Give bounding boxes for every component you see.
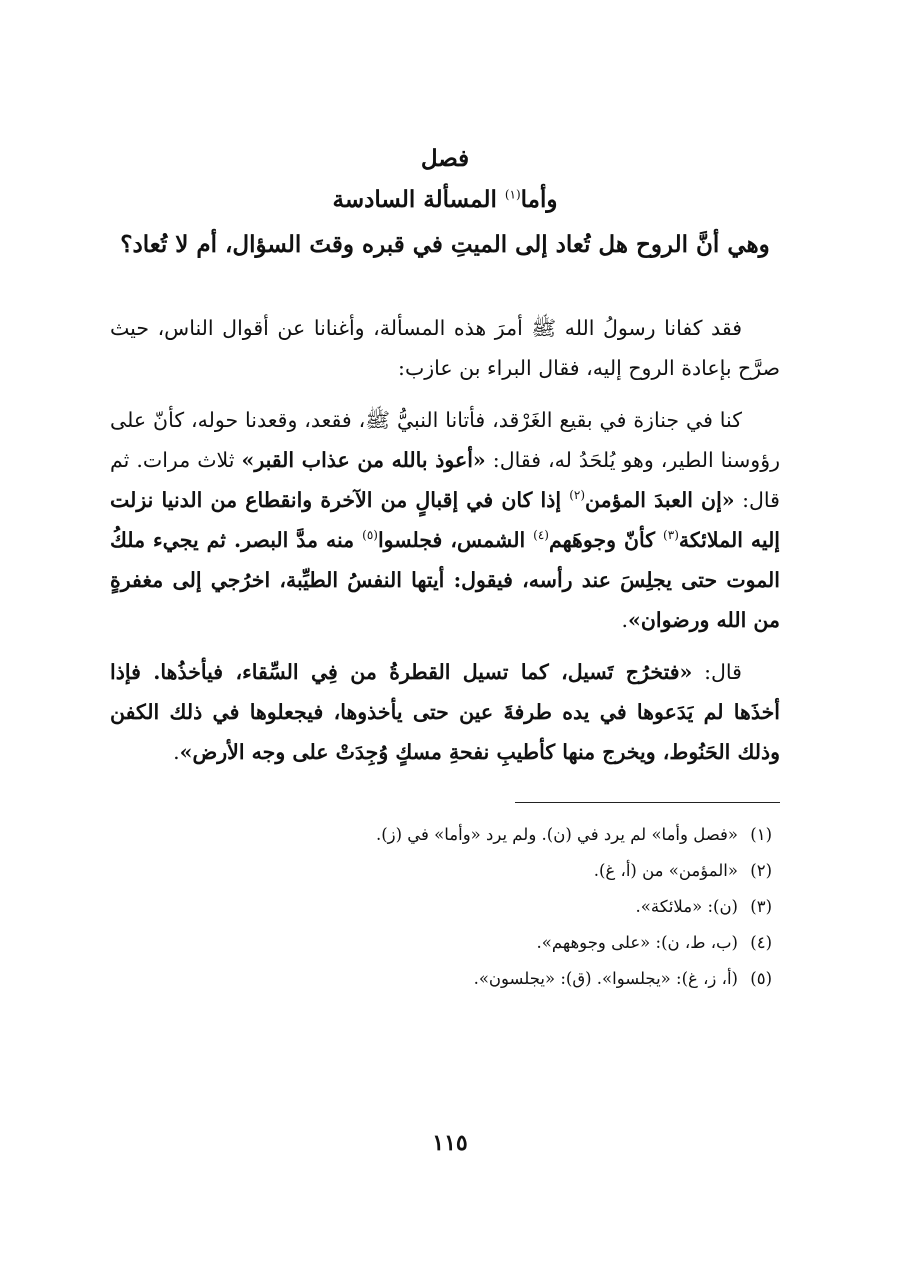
hadith-quote-2d: الشمس، فجلسوا [377,528,534,552]
hadith-narration-2: ثلاث مرات. ثم قال: [110,448,780,512]
footnote-number: (٢) [750,861,772,880]
issue-heading [110,178,780,222]
issue-heading-prefix: وأما [520,186,558,213]
page-number: ١١٥ [432,1130,468,1156]
hadith-end-mark: . [621,608,629,632]
issue-heading-title: المسألة السادسة [332,186,505,213]
hadith-quote-2b: إذا كان في إقبالٍ من الآخرة وانقطاع من الدنيا نزلت إليه الملائكة [110,488,781,552]
paragraph-intro [110,308,780,388]
footnote-number: (٤) [750,933,772,952]
footnote-ref-4[interactable]: (٤) [533,528,549,543]
footnote-item [110,961,780,997]
continuation-lead: قال: [692,660,742,684]
paragraph-intro-text: فقد كفانا رسولُ الله ﷺ أمرَ هذه المسألة، وأغنانا عن أقوال الناس، حيث صرَّح بإعادة الروح إليه، فقال البراء بن عازب: [110,316,780,380]
chapter-heading-text: فصل [420,145,470,172]
footnote-ref-3[interactable]: (٣) [663,528,679,543]
hadith-quote-2a: «إن العبدَ المؤمن [585,488,735,512]
body-text [110,308,780,772]
paragraph-hadith [110,400,780,640]
footnote-item [110,817,780,853]
footnote-text: (ن): «ملائكة». [635,897,738,916]
footnote-text: «فصل وأما» لم يرد في (ن). ولم يرد «وأما» في (ز). [375,825,738,844]
footnote-number: (١) [750,825,772,844]
footnote-ref-1[interactable]: (١) [504,187,521,202]
paragraph-continuation [110,652,780,772]
footnote-number: (٥) [750,969,772,988]
book-page [110,140,780,997]
hadith-narration: كنا في جنازة في بقيع الغَرْقد، فأتانا النبيُّ ﷺ، فقعد، وقعدنا حوله، كأنّ على رؤوسنا الطير، وهو يُلحَدُ له، فقال: [110,408,780,472]
chapter-heading [110,140,780,178]
hadith-quote-2c: كأنّ وجوهَهم [548,528,664,552]
footnote-ref-5[interactable]: (٥) [362,528,378,543]
hadith-quote-1: «أعوذ بالله من عذاب القبر» [241,448,486,472]
footnote-text: (ب، ط، ن): «على وجوههم». [536,933,738,952]
footnote-number: (٣) [750,897,772,916]
continuation-end-mark: . [173,740,180,764]
question-heading [110,222,780,268]
question-heading-text: وهي أنَّ الروح هل تُعاد إلى الميتِ في قبره وقتَ السؤال، أم لا تُعاد؟ [120,231,770,258]
footnote-text: «المؤمن» من (أ، غ). [593,861,738,880]
footnote-item [110,925,780,961]
hadith-quote-2e: منه مدَّ البصر. ثم يجيء ملكُ الموت حتى يجلِسَ عند رأسه، فيقول: أيتها النفسُ الطيِّبة، اخرُجي إلى مغفرةٍ من الله ورضوان» [110,528,780,632]
footnotes-list [110,817,780,997]
footnote-separator [515,802,780,803]
footnote-item [110,889,780,925]
hadith-quote-3: «فتخرُج تَسيل، كما تسيل القطرةُ من فِي السِّقاء، فيأخذُها. فإذا أخذَها لم يَدَعوها في يده طرفةَ عين حتى يأخذوها، فيجعلوها في ذلك الكفن وذلك الحَنُوط، ويخرج منها كأطيبِ نفحةِ مسكٍ وُجِدَتْ على وجه الأرض» [110,660,780,764]
footnote-ref-2[interactable]: (٢) [569,488,586,503]
footnote-item [110,853,780,889]
footnote-text: (أ، ز، غ): «يجلسوا». (ق): «يجلسون». [473,969,738,988]
